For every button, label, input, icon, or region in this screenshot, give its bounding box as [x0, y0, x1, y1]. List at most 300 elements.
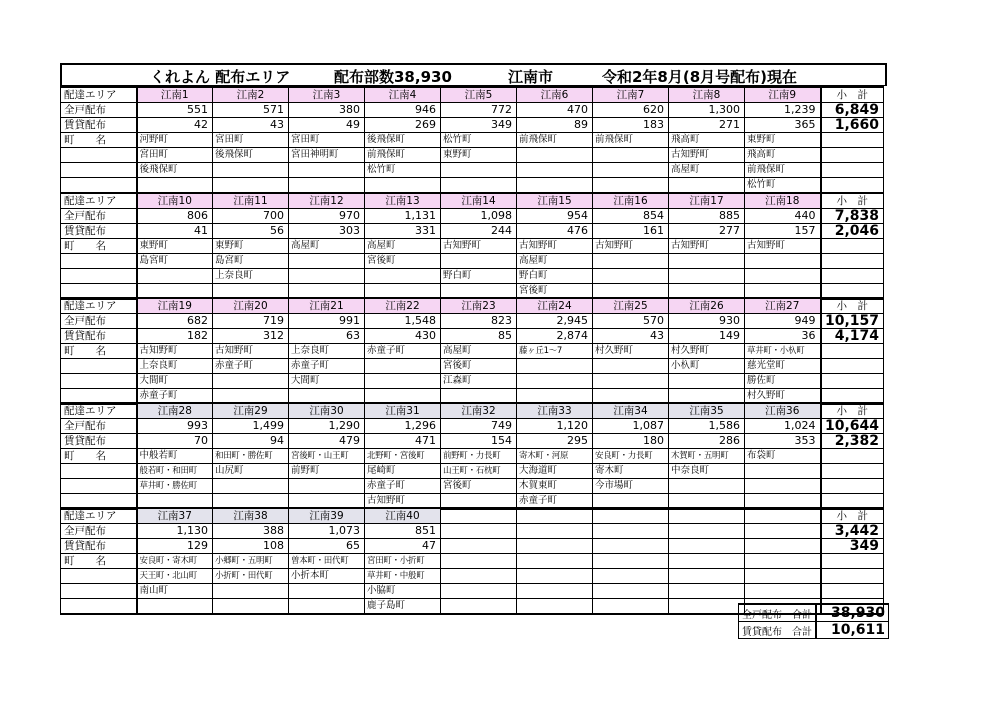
- empty-cell: [821, 479, 884, 494]
- town-name: 宮後町: [517, 284, 593, 300]
- town-name: [745, 269, 821, 284]
- town-label: 町 名: [61, 133, 137, 148]
- area-name: 江南19: [137, 298, 213, 314]
- subtotal-all: 7,838: [821, 209, 884, 224]
- rent-dist-count: 94: [213, 434, 289, 449]
- empty-cell: [669, 508, 745, 524]
- all-dist-count: 571: [213, 103, 289, 118]
- town-name: [517, 148, 593, 163]
- subtotal-label: 小 計: [821, 508, 884, 524]
- all-dist-count: 954: [517, 209, 593, 224]
- area-name: 江南5: [441, 87, 517, 103]
- all-dist-count: 1,073: [289, 524, 365, 539]
- town-name: 中奈良町: [669, 464, 745, 479]
- town-name: 宮田町・小折町: [365, 554, 441, 569]
- town-name: [745, 254, 821, 269]
- town-name: 上奈良町: [289, 344, 365, 359]
- all-dist-count: 1,300: [669, 103, 745, 118]
- town-name: 安良町・寄木町: [137, 554, 213, 569]
- town-name: [289, 254, 365, 269]
- town-name: [745, 479, 821, 494]
- area-name: 江南15: [517, 193, 593, 209]
- rent-dist-count: 108: [213, 539, 289, 554]
- town-name: 島宮町: [213, 254, 289, 269]
- subtotal-label: 小 計: [821, 403, 884, 419]
- empty-cell: [593, 569, 669, 584]
- rent-dist-count: 2,874: [517, 329, 593, 344]
- town-name: 前野町・力長町: [441, 449, 517, 464]
- town-name: 今市場町: [593, 479, 669, 494]
- empty-cell: [821, 178, 884, 194]
- all-dist-count: 719: [213, 314, 289, 329]
- town-name: 東野町: [441, 148, 517, 163]
- empty-cell: [441, 508, 517, 524]
- town-name: [213, 178, 289, 194]
- town-name: [365, 374, 441, 389]
- area-name: 江南22: [365, 298, 441, 314]
- town-name: 南山町: [137, 584, 213, 599]
- town-name: [593, 254, 669, 269]
- town-name: 小郷町・五明町: [213, 554, 289, 569]
- area-name: 江南37: [137, 508, 213, 524]
- empty-cell: [821, 569, 884, 584]
- town-name: 鹿子島町: [365, 599, 441, 615]
- town-name: 天王町・北山町: [137, 569, 213, 584]
- town-name: 般若町・和田町: [137, 464, 213, 479]
- empty-cell: [61, 178, 137, 194]
- rent-dist-count: 49: [289, 118, 365, 133]
- all-dist-count: 682: [137, 314, 213, 329]
- town-name: [517, 374, 593, 389]
- town-name: 東野町: [745, 133, 821, 148]
- empty-cell: [441, 524, 517, 539]
- area-name: 江南40: [365, 508, 441, 524]
- area-name: 江南18: [745, 193, 821, 209]
- area-name: 江南32: [441, 403, 517, 419]
- area-name: 江南17: [669, 193, 745, 209]
- rent-dist-count: 353: [745, 434, 821, 449]
- area-name: 江南35: [669, 403, 745, 419]
- town-name: 古知野町: [441, 239, 517, 254]
- town-name: [593, 163, 669, 178]
- empty-cell: [593, 508, 669, 524]
- subtotal-all: 10,644: [821, 419, 884, 434]
- rent-dist-count: 180: [593, 434, 669, 449]
- empty-cell: [745, 508, 821, 524]
- subtotal-label: 小 計: [821, 87, 884, 103]
- subtotal-label: 小 計: [821, 193, 884, 209]
- area-block: [60, 507, 884, 615]
- rent-dist-count: 479: [289, 434, 365, 449]
- town-name: 和田町・勝佐町: [213, 449, 289, 464]
- town-name: 宮後町・山王町: [289, 449, 365, 464]
- rent-dist-count: 286: [669, 434, 745, 449]
- total-all-value: 38,930: [816, 604, 889, 622]
- area-block: [60, 402, 884, 510]
- all-dist-count: 1,239: [745, 103, 821, 118]
- city-name: 江南市: [508, 68, 554, 86]
- subtotal-rent: 349: [821, 539, 884, 554]
- town-name: 野白町: [517, 269, 593, 284]
- empty-cell: [745, 524, 821, 539]
- rent-dist-count: 154: [441, 434, 517, 449]
- area-name: 江南16: [593, 193, 669, 209]
- subtotal-all: 3,442: [821, 524, 884, 539]
- rent-dist-count: 63: [289, 329, 365, 344]
- area-name: 江南26: [669, 298, 745, 314]
- all-dist-count: 440: [745, 209, 821, 224]
- rent-dist-count: 471: [365, 434, 441, 449]
- empty-cell: [593, 524, 669, 539]
- rent-dist-count: 161: [593, 224, 669, 239]
- all-dist-count: 1,087: [593, 419, 669, 434]
- empty-cell: [821, 239, 884, 254]
- rent-dist-count: 271: [669, 118, 745, 133]
- area-name: 江南3: [289, 87, 365, 103]
- rent-dist-count: 41: [137, 224, 213, 239]
- town-name: 中般若町: [137, 449, 213, 464]
- all-dist-count: 1,024: [745, 419, 821, 434]
- rent-dist-count: 331: [365, 224, 441, 239]
- copy-count: 配布部数38,930: [334, 68, 452, 86]
- empty-cell: [821, 344, 884, 359]
- town-name: 野白町: [441, 269, 517, 284]
- empty-cell: [821, 133, 884, 148]
- town-name: 松竹町: [365, 163, 441, 178]
- empty-cell: [61, 374, 137, 389]
- town-name: [745, 464, 821, 479]
- town-name: 古知野町: [745, 239, 821, 254]
- rent-dist-count: 295: [517, 434, 593, 449]
- town-name: [213, 479, 289, 494]
- subtotal-rent: 1,660: [821, 118, 884, 133]
- empty-cell: [61, 359, 137, 374]
- all-dist-count: 993: [137, 419, 213, 434]
- all-dist-count: 570: [593, 314, 669, 329]
- all-dist-count: 1,130: [137, 524, 213, 539]
- area-name: 江南31: [365, 403, 441, 419]
- town-name: 赤童子町: [365, 479, 441, 494]
- all-dist-count: 1,290: [289, 419, 365, 434]
- all-dist-count: 2,945: [517, 314, 593, 329]
- town-name: 宮田町: [289, 133, 365, 148]
- rent-dist-label: 賃貸配布: [61, 539, 137, 554]
- town-name: [289, 178, 365, 194]
- rent-dist-count: 85: [441, 329, 517, 344]
- rent-dist-label: 賃貸配布: [61, 329, 137, 344]
- rent-dist-count: 349: [441, 118, 517, 133]
- area-block: [60, 86, 884, 194]
- town-name: [365, 359, 441, 374]
- rent-dist-count: 476: [517, 224, 593, 239]
- area-name: 江南39: [289, 508, 365, 524]
- rent-dist-count: 182: [137, 329, 213, 344]
- town-name: 後飛保町: [365, 133, 441, 148]
- subtotal-rent: 2,046: [821, 224, 884, 239]
- empty-cell: [441, 554, 517, 569]
- area-name: 江南7: [593, 87, 669, 103]
- empty-cell: [593, 599, 669, 615]
- town-name: 島宮町: [137, 254, 213, 269]
- empty-cell: [517, 539, 593, 554]
- empty-cell: [821, 359, 884, 374]
- empty-cell: [669, 584, 745, 599]
- total-all-label: 全戸配布 合計: [739, 604, 817, 622]
- rent-dist-count: 43: [593, 329, 669, 344]
- town-name: [593, 359, 669, 374]
- empty-cell: [821, 464, 884, 479]
- area-name: 江南9: [745, 87, 821, 103]
- distribution-sheet: [60, 63, 889, 636]
- area-name: 江南38: [213, 508, 289, 524]
- area-name: 江南13: [365, 193, 441, 209]
- rent-dist-count: 365: [745, 118, 821, 133]
- town-name: 村久野町: [745, 389, 821, 405]
- town-name: [289, 269, 365, 284]
- town-name: 古知野町: [137, 344, 213, 359]
- empty-cell: [517, 524, 593, 539]
- empty-cell: [593, 584, 669, 599]
- rent-dist-count: 149: [669, 329, 745, 344]
- town-name: 東野町: [137, 239, 213, 254]
- area-block: [60, 192, 884, 300]
- area-name: 江南27: [745, 298, 821, 314]
- area-block: [60, 297, 884, 405]
- town-name: 北野町・宮後町: [365, 449, 441, 464]
- empty-cell: [745, 554, 821, 569]
- town-name: 小脇町: [365, 584, 441, 599]
- town-name: 小折町・田代町: [213, 569, 289, 584]
- empty-cell: [821, 269, 884, 284]
- town-name: 後飛保町: [137, 163, 213, 178]
- town-name: 江森町: [441, 374, 517, 389]
- empty-cell: [821, 163, 884, 178]
- town-name: 寄木町: [593, 464, 669, 479]
- rent-dist-count: 70: [137, 434, 213, 449]
- town-name: [213, 584, 289, 599]
- area-name: 江南1: [137, 87, 213, 103]
- town-name: 前飛保町: [365, 148, 441, 163]
- town-name: [289, 584, 365, 599]
- area-name: 江南4: [365, 87, 441, 103]
- empty-cell: [669, 524, 745, 539]
- town-name: 尾崎町: [365, 464, 441, 479]
- town-name: 宮田町: [213, 133, 289, 148]
- area-name: 江南20: [213, 298, 289, 314]
- area-name: 江南33: [517, 403, 593, 419]
- empty-cell: [61, 148, 137, 163]
- area-name: 江南25: [593, 298, 669, 314]
- town-name: 草井町・中般町: [365, 569, 441, 584]
- town-name: 高屋町: [365, 239, 441, 254]
- empty-cell: [821, 148, 884, 163]
- empty-cell: [61, 464, 137, 479]
- town-name: 赤童子町: [213, 359, 289, 374]
- town-label: 町 名: [61, 239, 137, 254]
- town-name: 草井町・小杁町: [745, 344, 821, 359]
- empty-cell: [821, 254, 884, 269]
- town-name: 前飛保町: [517, 133, 593, 148]
- area-name: 江南10: [137, 193, 213, 209]
- town-name: [517, 178, 593, 194]
- area-label: 配達エリア: [61, 193, 137, 209]
- town-name: [517, 359, 593, 374]
- empty-cell: [821, 584, 884, 599]
- area-name: 江南21: [289, 298, 365, 314]
- town-name: [669, 269, 745, 284]
- rent-dist-count: 36: [745, 329, 821, 344]
- all-dist-count: 885: [669, 209, 745, 224]
- area-name: 江南2: [213, 87, 289, 103]
- area-name: 江南11: [213, 193, 289, 209]
- town-name: [441, 254, 517, 269]
- area-name: 江南28: [137, 403, 213, 419]
- town-name: 古知野町: [213, 344, 289, 359]
- town-name: 宮田神明町: [289, 148, 365, 163]
- subtotal-rent: 4,174: [821, 329, 884, 344]
- town-name: 前飛保町: [593, 133, 669, 148]
- town-label: 町 名: [61, 449, 137, 464]
- town-name: [365, 269, 441, 284]
- area-label: 配達エリア: [61, 403, 137, 419]
- town-name: 飛高町: [745, 148, 821, 163]
- town-name: 勝佐町: [745, 374, 821, 389]
- area-label: 配達エリア: [61, 298, 137, 314]
- rent-dist-count: 56: [213, 224, 289, 239]
- town-name: 布袋町: [745, 449, 821, 464]
- town-name: [137, 599, 213, 615]
- town-name: [137, 178, 213, 194]
- all-dist-count: 388: [213, 524, 289, 539]
- town-name: 草井町・勝佐町: [137, 479, 213, 494]
- empty-cell: [61, 569, 137, 584]
- empty-cell: [593, 554, 669, 569]
- town-name: 宮後町: [365, 254, 441, 269]
- town-name: 村久野町: [593, 344, 669, 359]
- town-name: 木賀東町: [517, 479, 593, 494]
- town-name: 後飛保町: [213, 148, 289, 163]
- town-name: 松竹町: [745, 178, 821, 194]
- grand-totals: [738, 603, 889, 639]
- all-dist-label: 全戸配布: [61, 103, 137, 118]
- area-label: 配達エリア: [61, 508, 137, 524]
- town-name: [213, 374, 289, 389]
- empty-cell: [821, 554, 884, 569]
- town-name: 高屋町: [289, 239, 365, 254]
- town-name: 松竹町: [441, 133, 517, 148]
- rent-dist-count: 244: [441, 224, 517, 239]
- all-dist-label: 全戸配布: [61, 419, 137, 434]
- all-dist-count: 806: [137, 209, 213, 224]
- town-label: 町 名: [61, 554, 137, 569]
- empty-cell: [61, 269, 137, 284]
- town-name: 赤童子町: [365, 344, 441, 359]
- total-rent-value: 10,611: [816, 622, 889, 639]
- area-name: 江南6: [517, 87, 593, 103]
- all-dist-count: 970: [289, 209, 365, 224]
- town-name: [593, 269, 669, 284]
- area-name: 江南23: [441, 298, 517, 314]
- all-dist-count: 620: [593, 103, 669, 118]
- all-dist-count: 1,499: [213, 419, 289, 434]
- town-label: 町 名: [61, 344, 137, 359]
- empty-cell: [61, 163, 137, 178]
- all-dist-label: 全戸配布: [61, 524, 137, 539]
- town-name: 大間町: [137, 374, 213, 389]
- all-dist-count: 700: [213, 209, 289, 224]
- town-name: 宮後町: [441, 359, 517, 374]
- town-name: 古知野町: [365, 494, 441, 510]
- town-name: 河野町: [137, 133, 213, 148]
- town-name: [289, 479, 365, 494]
- town-name: [441, 178, 517, 194]
- all-dist-count: 1,548: [365, 314, 441, 329]
- all-dist-count: 991: [289, 314, 365, 329]
- all-dist-count: 823: [441, 314, 517, 329]
- empty-cell: [821, 374, 884, 389]
- empty-cell: [745, 569, 821, 584]
- town-name: [593, 148, 669, 163]
- town-name: 上奈良町: [213, 269, 289, 284]
- empty-cell: [821, 449, 884, 464]
- empty-cell: [441, 584, 517, 599]
- empty-cell: [669, 599, 745, 615]
- town-name: 小折本町: [289, 569, 365, 584]
- town-name: [213, 599, 289, 615]
- town-name: [669, 479, 745, 494]
- empty-cell: [61, 584, 137, 599]
- rent-dist-count: 65: [289, 539, 365, 554]
- town-name: 小杁町: [669, 359, 745, 374]
- empty-cell: [441, 599, 517, 615]
- town-name: 高屋町: [517, 254, 593, 269]
- all-dist-count: 930: [669, 314, 745, 329]
- town-name: [517, 163, 593, 178]
- town-name: [593, 178, 669, 194]
- subtotal-all: 6,849: [821, 103, 884, 118]
- empty-cell: [517, 508, 593, 524]
- rent-dist-count: 47: [365, 539, 441, 554]
- all-dist-count: 772: [441, 103, 517, 118]
- rent-dist-count: 89: [517, 118, 593, 133]
- town-name: 赤童子町: [137, 389, 213, 405]
- all-dist-count: 551: [137, 103, 213, 118]
- empty-cell: [669, 539, 745, 554]
- town-name: 前飛保町: [745, 163, 821, 178]
- rent-dist-label: 賃貸配布: [61, 434, 137, 449]
- empty-cell: [517, 554, 593, 569]
- area-label: 配達エリア: [61, 87, 137, 103]
- town-name: [137, 269, 213, 284]
- all-dist-count: 946: [365, 103, 441, 118]
- town-name: 山尻町: [213, 464, 289, 479]
- empty-cell: [441, 539, 517, 554]
- town-name: 飛高町: [669, 133, 745, 148]
- rent-dist-count: 157: [745, 224, 821, 239]
- town-name: [441, 163, 517, 178]
- total-rent-label: 賃貸配布 合計: [739, 622, 817, 639]
- rent-dist-count: 129: [137, 539, 213, 554]
- all-dist-count: 470: [517, 103, 593, 118]
- town-name: [289, 163, 365, 178]
- area-name: 江南30: [289, 403, 365, 419]
- empty-cell: [669, 554, 745, 569]
- town-name: 木賀町・五明町: [669, 449, 745, 464]
- town-name: 山王町・石枕町: [441, 464, 517, 479]
- empty-cell: [61, 479, 137, 494]
- rent-dist-count: 269: [365, 118, 441, 133]
- all-dist-count: 1,586: [669, 419, 745, 434]
